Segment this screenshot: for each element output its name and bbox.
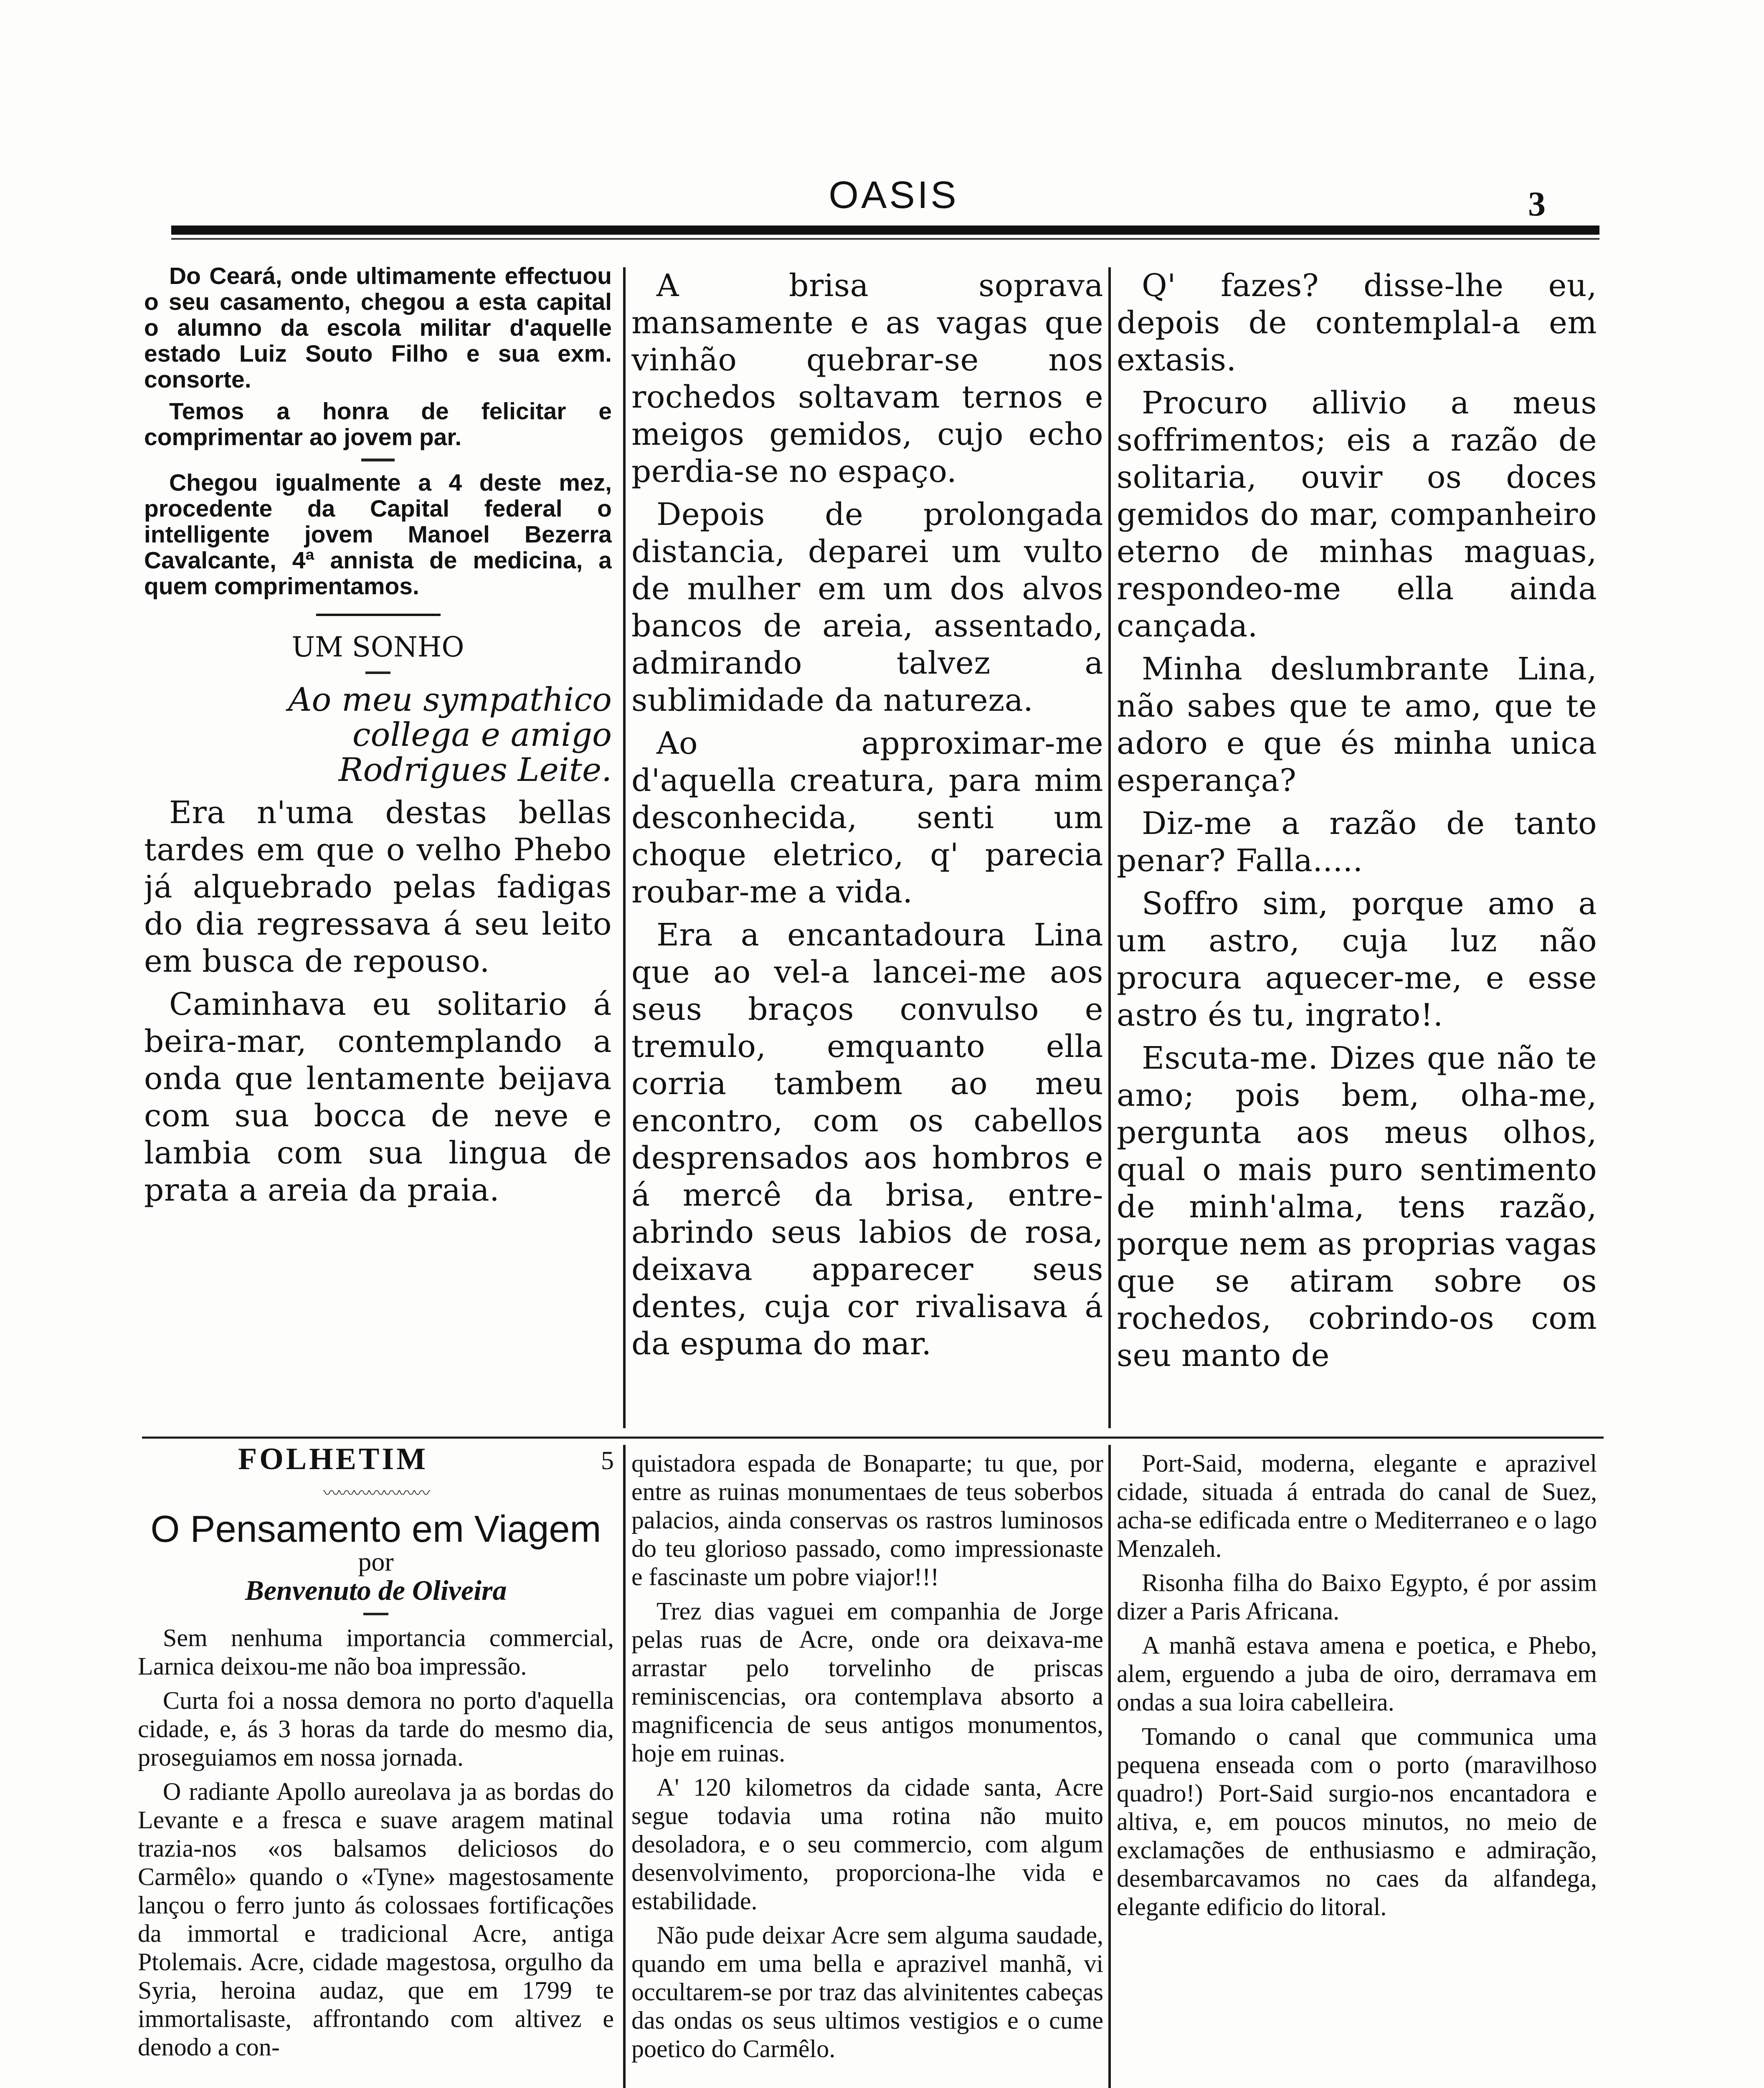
body-paragraph: Risonha filha do Baixo Egypto, é por assim dizer a Paris Africana.: [1117, 1569, 1597, 1625]
column-1-upper: [144, 263, 612, 1428]
news-paragraph: Temos a honra de felicitar e comprimentar ao jovem par.: [144, 398, 612, 451]
body-paragraph: Depois de prolongada distancia, deparei um vulto de mulher em um dos alvos bancos de areia, assentado, admirando talvez a sublimidade da natureza.: [631, 497, 1103, 718]
column-3-upper: [1117, 267, 1597, 1428]
column-rule: [1108, 267, 1111, 1428]
column-rule: [623, 1445, 626, 2088]
body-paragraph: A' 120 kilometros da cidade santa, Acre segue todavia uma rotina não muito desoladora, e o seu commercio, com algum desenvolvimento, proporciona-lhe vida e estabilidade.: [631, 1774, 1103, 1915]
body-paragraph: Caminhava eu solitario á beira-mar, contemplando a onda que lentamente beijava com sua bocca de neve e lambia com sua lingua de prata a areia da praia.: [144, 986, 612, 1208]
news-paragraph: Do Ceará, onde ultimamente effectuou o seu casamento, chegou a esta capital o alumno da escola militar d'aquelle estado Luiz Souto Filho e sua exm. consorte.: [144, 263, 612, 393]
body-paragraph: Soffro sim, porque amo a um astro, cuja luz não procura aquecer-me, e esse astro és tu, ingrato!.: [1117, 886, 1597, 1033]
body-paragraph: Tomando o canal que communica uma pequena enseada com o porto (maravilhoso quadro!) Port-Said surgio-nos encantadora e altiva, e, em poucos minutos, no meio de exclamações de enthusiasmo e admiração, desembarcavamos no caes da alfandega, elegante edificio do litoral.: [1117, 1723, 1597, 1921]
body-paragraph: Trez dias vaguei em companhia de Jorge pelas ruas de Acre, onde ora deixava-me arrastar pelo torvelinho de priscas reminiscencias, ora contemplava absorto a magnificencia de seus antigos monumentos, hoje em ruinas.: [631, 1597, 1103, 1767]
header-rule: [171, 226, 1599, 235]
news-paragraph: Chegou igualmente a 4 deste mez, procedente da Capital federal o intelligente jovem Manoel Bezerra Cavalcante, 4ª annista de medicina, a quem comprimentamos.: [144, 469, 612, 600]
separator: [361, 459, 395, 461]
body-paragraph: quistadora espada de Bonaparte; tu que, por entre as ruinas monumentaes de teus soberbos palacios, ainda conservas os rastros luminosos do teu glorioso passado, como impressionaste e fascinaste um pobre viajor!!!: [631, 1449, 1103, 1591]
body-paragraph: O radiante Apollo aureolava ja as bordas do Levante e a fresca e suave aragem matinal trazia-nos «os balsamos deliciosos do Carmêlo» quando o «Tyne» magestosamente lançou o ferro junto ás colossaes fortificações da immortal e tradicional Acre, antiga Ptolemais. Acre, cidade magestosa, orgulho da Syria, heroina audaz, que em 1799 te immortalisaste, affrontando com altivez e denodo a con-: [138, 1778, 614, 2061]
body-paragraph: Não pude deixar Acre sem alguma saudade, quando em uma bella e aprazivel manhã, vi occultarem-se por traz das alvinitentes cabeças das ondas os seus ultimos vestigios e o cume poetico do Carmêlo.: [631, 1921, 1103, 2063]
body-paragraph: Diz-me a razão de tanto penar? Falla.....: [1117, 806, 1597, 879]
body-paragraph: Era n'uma destas bellas tardes em que o velho Phebo já alquebrado pelas fadigas do dia regressava á seu leito em busca de repouso.: [144, 795, 612, 979]
header-rule-thin: [171, 238, 1599, 240]
social-notes: [144, 263, 612, 599]
body-paragraph: A manhã estava amena e poetica, e Phebo, alem, erguendo a juba de oiro, derramava em ondas a sua loira cabelleira.: [1117, 1632, 1597, 1716]
body-paragraph: A brisa soprava mansamente e as vagas que vinhão quebrar-se nos rochedos soltavam ternos e meigos gemidos, cujo echo perdia-se no espaço.: [631, 268, 1103, 489]
body-paragraph: Era a encantadoura Lina que ao vel-a lancei-me aos seus braços convulso e tremulo, emquanto ella corria tambem ao meu encontro, com os cabellos desprensados aos hombros e á mercê da brisa, entre-abrindo seus labios de rosa, deixava apparecer seus dentes, cuja cor rivalisava á da espuma do mar.: [631, 917, 1103, 1362]
separator: [365, 672, 390, 674]
column-3-lower: [1117, 1449, 1597, 2088]
column-rule: [623, 267, 626, 1428]
poem-title: UM SONHO: [291, 631, 464, 663]
body-paragraph: Curta foi a nossa demora no porto d'aquella cidade, e, ás 3 horas da tarde do mesmo dia, proseguiamos em nossa jornada.: [138, 1687, 614, 1771]
column-2-upper: [631, 267, 1103, 1428]
body-paragraph: Ao approximar-me d'aquella creatura, para mim desconhecida, senti um choque eletrico, q' parecia roubar-me a vida.: [631, 725, 1103, 910]
masthead-title: OASIS: [829, 174, 959, 216]
dedication: Ao meu sympathico collega e amigo Rodrigues Leite.: [288, 681, 612, 789]
ornamental-divider: ━━━━━━━━━━━━━━━━: [316, 607, 440, 623]
body-paragraph: Sem nenhuma importancia commercial, Larnica deixou-me não boa impressão.: [138, 1624, 614, 1680]
folhetim-number: 5: [601, 1447, 614, 1475]
column-2-lower: [631, 1449, 1103, 2088]
folhetim-author: Benvenuto de Oliveira: [245, 1574, 507, 1606]
folhetim-title: O Pensamento em Viagem: [150, 1508, 601, 1550]
separator: [363, 1613, 388, 1615]
folhetim-por: por: [358, 1547, 394, 1576]
folhetim-label: FOLHETIM: [238, 1445, 428, 1476]
body-paragraph: Escuta-me. Dizes que não te amo; pois bem, olha-me, pergunta aos meus olhos, qual o mais puro sentimento de minh'alma, tens razão, porque nem as proprias vagas que se atiram sobre os rochedos, cobrindo-os com seu manto de: [1117, 1040, 1597, 1373]
poem-text-col1: [144, 794, 612, 1209]
body-paragraph: Q' fazes? disse-lhe eu, depois de contemplal-a em extasis.: [1117, 268, 1597, 378]
body-paragraph: Minha deslumbrante Lina, não sabes que te amo, que te adoro e que és minha unica esperança?: [1117, 651, 1597, 798]
body-paragraph: Port-Said, moderna, elegante e aprazivel cidade, situada á entrada do canal de Suez, acha-se edificada entre o Mediterraneo e o lago Menzaleh.: [1117, 1449, 1597, 1562]
folhetim-header: [138, 1445, 614, 1475]
page-number: 3: [1528, 185, 1546, 223]
body-paragraph: Procuro allivio a meus soffrimentos; eis a razão de solitaria, ouvir os doces gemidos do mar, companheiro eterno de minhas maguas, respondeo-me ella ainda cançada.: [1117, 385, 1597, 644]
wavy-divider: 〰〰〰〰〰〰〰: [323, 1484, 428, 1503]
section-rule: [142, 1437, 1604, 1439]
column-rule: [1108, 1445, 1111, 2088]
column-1-lower: [138, 1445, 614, 2088]
